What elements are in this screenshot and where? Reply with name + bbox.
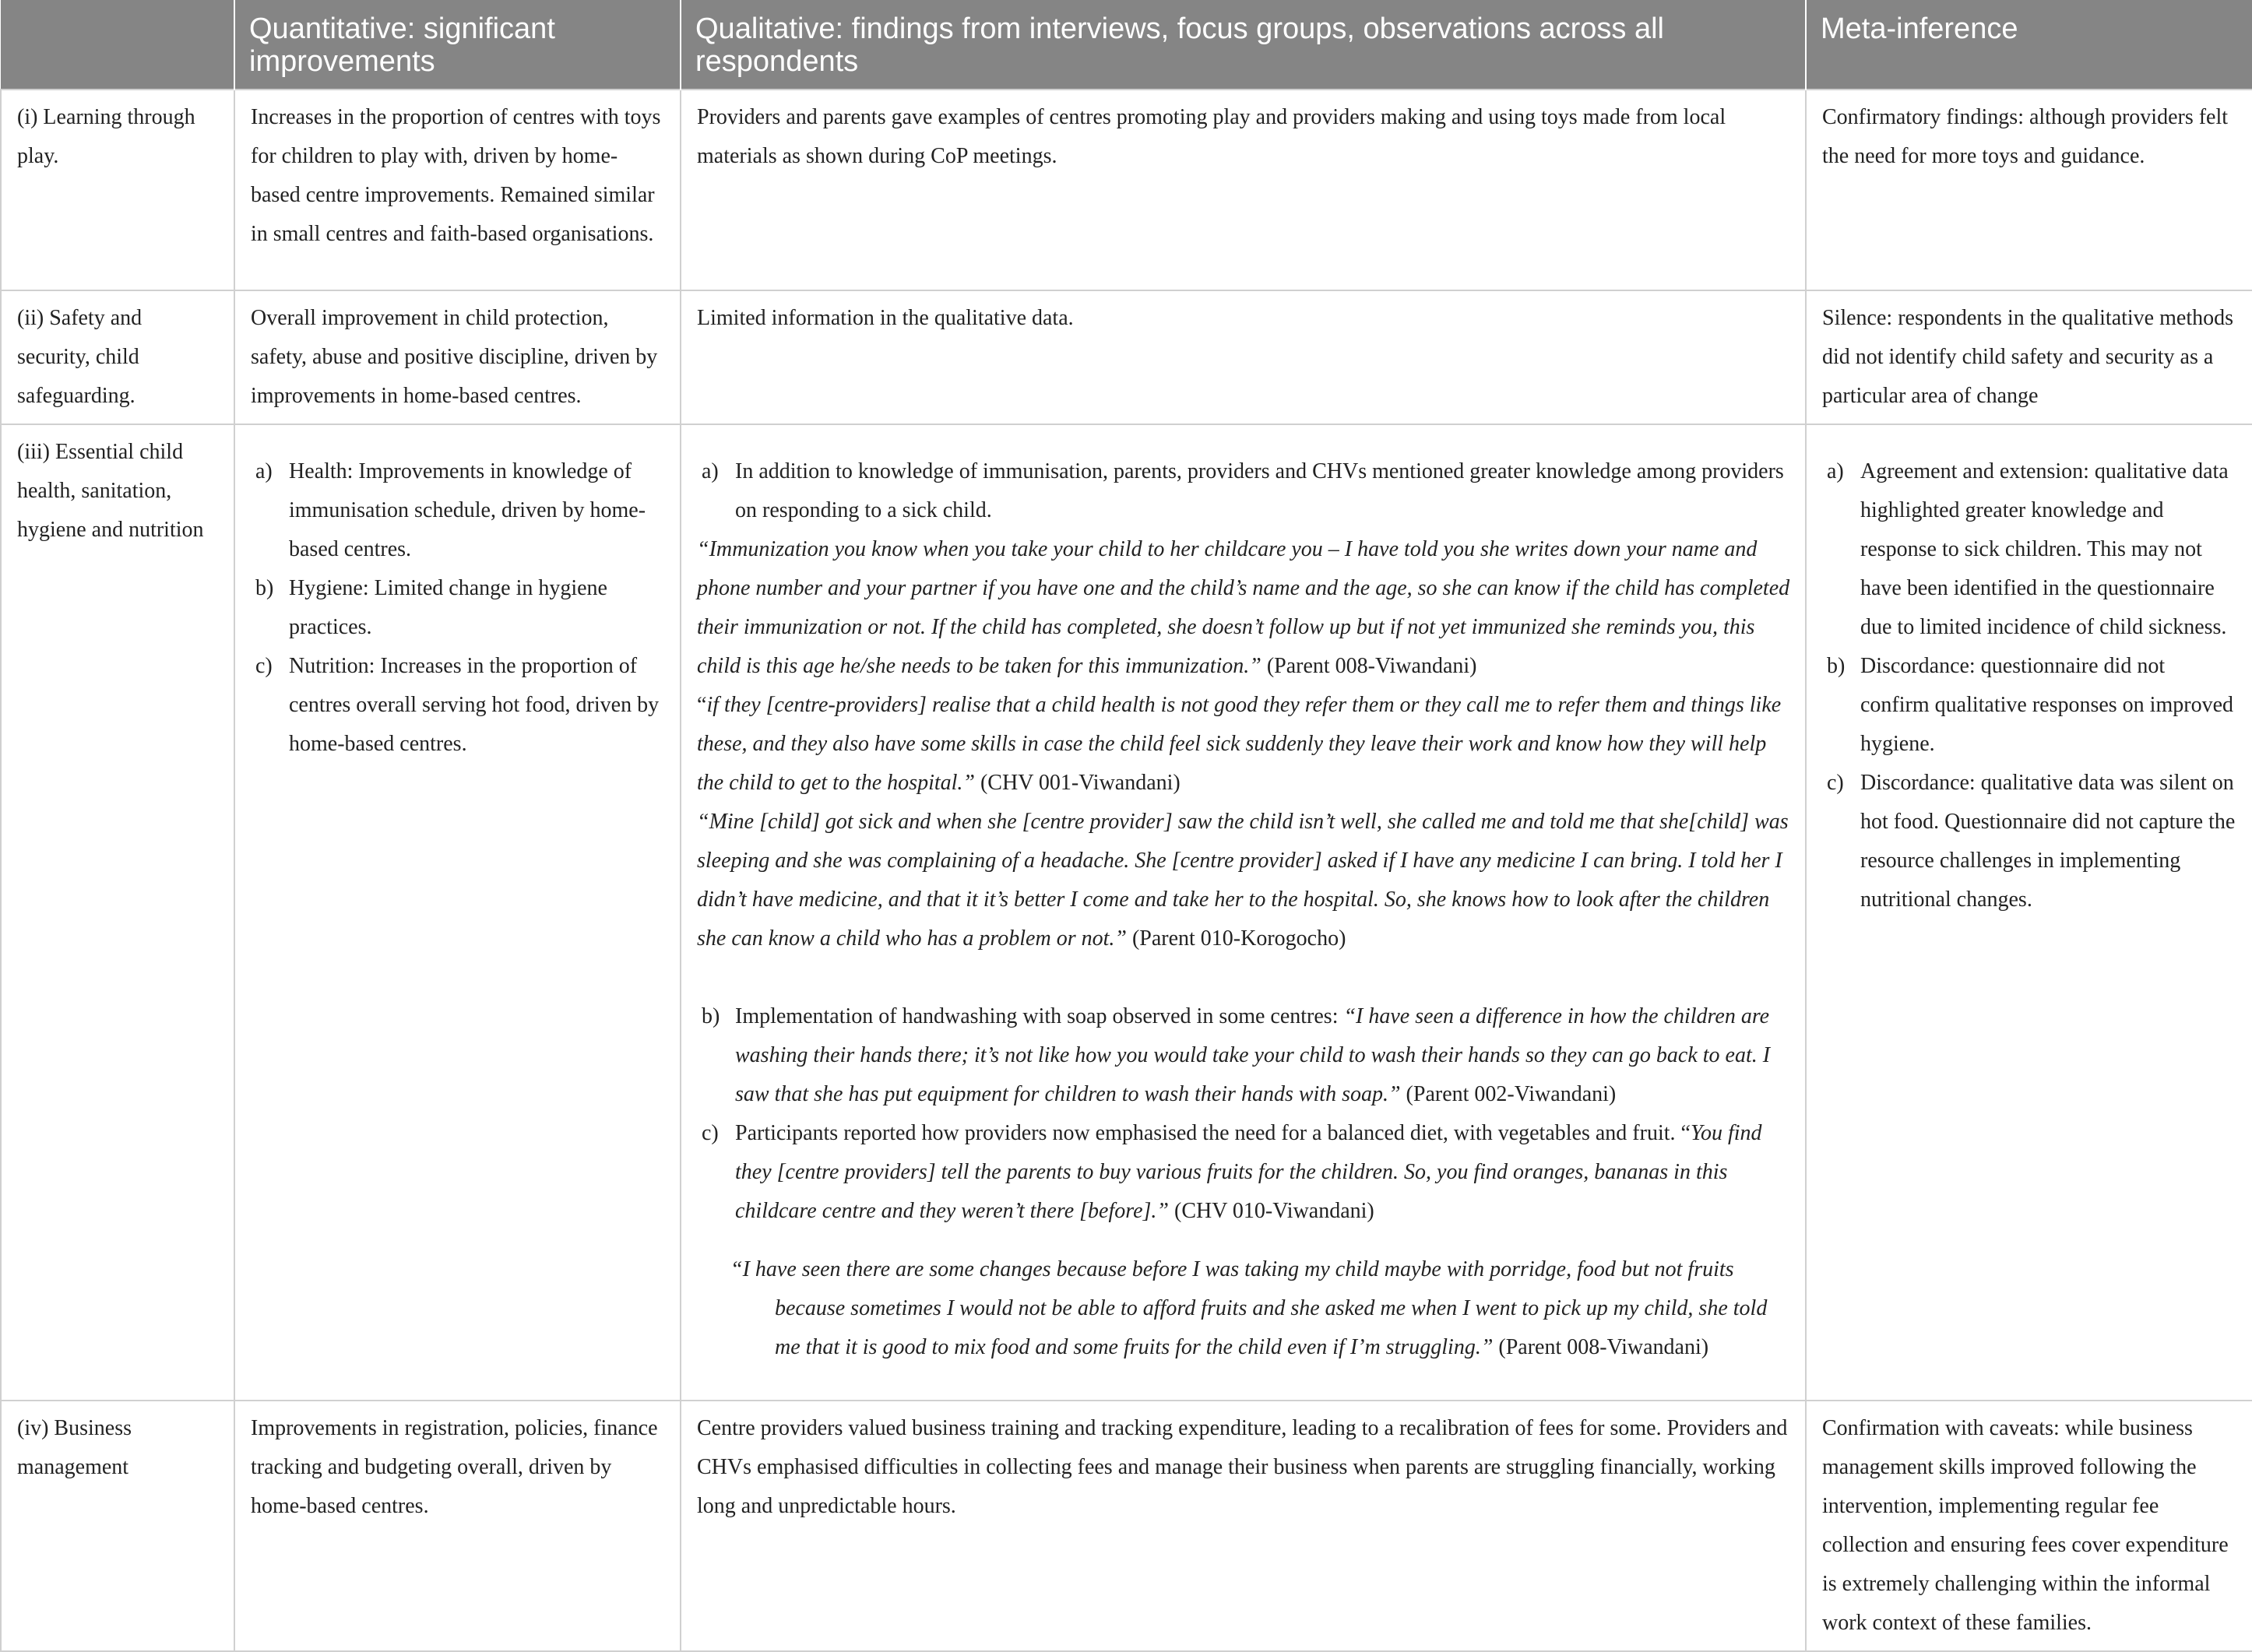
list-item	[1822, 647, 2238, 764]
list-item	[251, 647, 666, 764]
quantitative-cell: Increases in the proportion of centres with toys for children to play with, driven by home-based centre improvements. Remained similar in small centres and faith-based organisations.	[234, 90, 681, 290]
qualitative-cell	[681, 424, 1806, 1401]
table-row	[1, 1401, 2252, 1651]
quote-text: “Mine [child] got sick and when she [centre provider] saw the child isn’t well, she called me and told me that she[child] was sleeping and she was complaining of a headache. She [centre provider] asked if I have any medicine I can bring. I told her I didn’t have medicine, and that it it’s better I come and take her to the hospital. So, she knows how to look after the children she can know a child who has a problem or not.”	[697, 810, 1789, 951]
header-quantitative: Quantitative: significant improvements	[234, 0, 681, 90]
list-item	[697, 452, 1791, 530]
table-row	[1, 90, 2252, 290]
meta-inference-cell: Confirmation with caveats: while business management skills improved following the intervention, implementing regular fee collection and ensuring fees cover expenditure is extremely challenging within the informal work context of these families.	[1806, 1401, 2252, 1651]
header-domain	[1, 0, 234, 90]
list-marker: a)	[255, 459, 273, 483]
list-marker: b)	[255, 576, 274, 600]
list-marker: a)	[702, 459, 719, 483]
quote-text: if they [centre-providers] realise that a child health is not good they refer them or they call me to refer them and things like these, and they also have some skills in case the child feel sick suddenly they leave their work and know how they will help the child to get to the hospital.”	[697, 693, 1782, 795]
list-item	[251, 569, 666, 647]
qualitative-list-a	[697, 452, 1791, 530]
list-item-text: Implementation of handwashing with soap observed in some centres:	[735, 1004, 1344, 1028]
quote-paragraph	[697, 803, 1791, 958]
table-row	[1, 290, 2252, 424]
domain-cell: (i) Learning through play.	[1, 90, 234, 290]
table-body	[1, 90, 2252, 1651]
quote-open-mark: “	[697, 693, 707, 717]
quote-text: You find they [centre providers] tell the parents to buy various fruits for the children. So, you find oranges, bananas in this childcare centre and they weren’t there [before].”	[735, 1121, 1762, 1223]
header-qualitative: Qualitative: findings from interviews, focus groups, observations across all respondents	[681, 0, 1806, 90]
list-item-text: Nutrition: Increases in the proportion of centres overall serving hot food, driven by home-based centres.	[289, 654, 660, 756]
list-marker: a)	[1827, 459, 1844, 483]
quote-paragraph	[697, 530, 1791, 686]
quote-source: (Parent 008-Viwandani)	[1493, 1335, 1709, 1359]
quote-source: (Parent 002-Viwandani)	[1400, 1082, 1617, 1106]
domain-cell: (ii) Safety and security, child safeguarding.	[1, 290, 234, 424]
quote-source: (Parent 008-Viwandani)	[1261, 654, 1477, 678]
quote-source: (CHV 010-Viwandani)	[1169, 1199, 1374, 1223]
quote-paragraph	[697, 686, 1791, 803]
quote-paragraph	[697, 1250, 1791, 1367]
quantitative-cell: Overall improvement in child protection, safety, abuse and positive discipline, driven by improvements in home-based centres.	[234, 290, 681, 424]
qualitative-cell: Providers and parents gave examples of centres promoting play and providers making and using toys made from local materials as shown during CoP meetings.	[681, 90, 1806, 290]
header-row	[1, 0, 2252, 90]
list-item	[697, 1114, 1791, 1231]
qualitative-list-bc	[697, 997, 1791, 1231]
domain-cell: (iv) Business management	[1, 1401, 234, 1651]
list-item-text: Discordance: qualitative data was silent on hot food. Questionnaire did not capture the resource challenges in implementing nutritional changes.	[1860, 771, 2236, 912]
meta-inference-cell: Silence: respondents in the qualitative methods did not identify child safety and security as a particular area of change	[1806, 290, 2252, 424]
quote-source: (CHV 001-Viwandani)	[974, 771, 1181, 795]
list-marker: c)	[702, 1121, 719, 1145]
quantitative-cell: Improvements in registration, policies, finance tracking and budgeting overall, driven by home-based centres.	[234, 1401, 681, 1651]
list-item	[1822, 452, 2238, 647]
qualitative-cell: Limited information in the qualitative data.	[681, 290, 1806, 424]
list-marker: c)	[255, 654, 273, 678]
list-marker: b)	[1827, 654, 1846, 678]
list-item	[251, 452, 666, 569]
table-row	[1, 424, 2252, 1401]
meta-inference-cell: Confirmatory findings: although providers felt the need for more toys and guidance.	[1806, 90, 2252, 290]
quote-source: (Parent 010-Korogocho)	[1126, 926, 1346, 951]
list-marker: c)	[1827, 771, 1844, 795]
domain-cell: (iii) Essential child health, sanitation, hygiene and nutrition	[1, 424, 234, 1401]
quote-text: “I have seen a difference in how the children are washing their hands there; it’s not like how you would take your child to wash their hands so they can go back to eat. I saw that she has put equipment for children to wash their hands with soap.”	[735, 1004, 1771, 1106]
quantitative-cell	[234, 424, 681, 1401]
table-header	[1, 0, 2252, 90]
list-item-text: Hygiene: Limited change in hygiene practices.	[289, 576, 607, 639]
list-item-text: Health: Improvements in knowledge of immunisation schedule, driven by home-based centres.	[289, 459, 646, 561]
list-item	[697, 997, 1791, 1114]
quote-text: “Immunization you know when you take your child to her childcare you – I have told you she writes down your name and phone number and your partner if you have one and the child’s name and the age, so she can know if the child has completed their immunization or not. If the child has completed, she doesn’t follow up but if not yet immunized she reminds you, this child is this age he/she needs to be taken for this immunization.”	[697, 537, 1790, 678]
quote-text: “I have seen there are some changes because before I was taking my child maybe with porridge, food but not fruits because sometimes I would not be able to afford fruits and she asked me when I went to pick up my child, she told me that it is good to mix food and some fruits for the child even if I’m struggling.”	[730, 1257, 1768, 1359]
quantitative-list	[251, 452, 666, 764]
qualitative-cell: Centre providers valued business training and tracking expenditure, leading to a recalibration of fees for some. Providers and CHVs emphasised difficulties in collecting fees and manage their business when parents are struggling financially, working long and unpredictable hours.	[681, 1401, 1806, 1651]
meta-list	[1822, 452, 2238, 919]
list-marker: b)	[702, 1004, 720, 1028]
list-item-text: Participants reported how providers now emphasised the need for a balanced diet, with vegetables and fruit. “	[735, 1121, 1691, 1145]
list-item-text: In addition to knowledge of immunisation, parents, providers and CHVs mentioned greater knowledge among providers on responding to a sick child.	[735, 459, 1784, 522]
header-meta-inference: Meta-inference	[1806, 0, 2252, 90]
list-item-text: Discordance: questionnaire did not confirm qualitative responses on improved hygiene.	[1860, 654, 2233, 756]
list-item-text: Agreement and extension: qualitative data highlighted greater knowledge and response to sick children. This may not have been identified in the questionnaire due to limited incidence of child sickness.	[1860, 459, 2229, 639]
meta-inference-cell	[1806, 424, 2252, 1401]
list-item	[1822, 764, 2238, 919]
